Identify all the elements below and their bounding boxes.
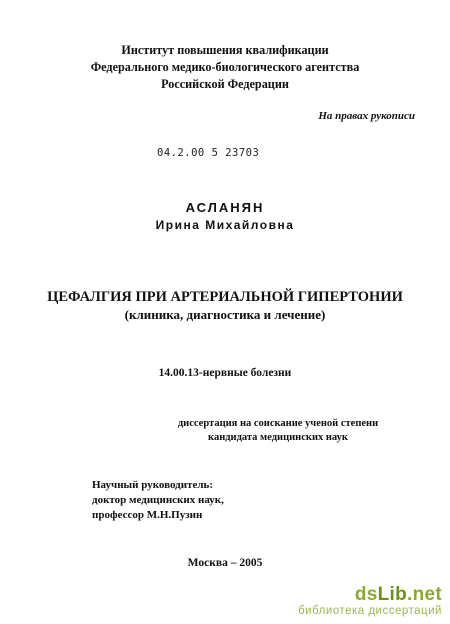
specialty-code: 14.00.13-нервные болезни	[158, 367, 292, 379]
degree-statement	[148, 417, 408, 445]
watermark-subtitle: библиотека диссертаций	[298, 605, 442, 617]
advisor-label: Научный руководитель:	[92, 479, 213, 491]
institute-line-3: Российской Федерации	[161, 77, 289, 91]
watermark-logo-suffix: .net	[407, 584, 442, 605]
author-surname: АСЛАНЯН	[185, 200, 265, 215]
institute-line-2: Федерального медико-биологического агентства	[90, 60, 360, 74]
degree-statement-line-1: диссертация на соискание ученой степени	[177, 418, 379, 429]
archive-code-stamp: 04.2.00 5 23703	[157, 147, 260, 159]
watermark-logo-prefix: ds	[354, 584, 378, 605]
manuscript-rights-note: На правах рукописи	[318, 110, 415, 122]
dissertation-subtitle: (клиника, диагностика и лечение)	[124, 307, 326, 322]
dissertation-title: ЦЕФАЛГИЯ ПРИ АРТЕРИАЛЬНОЙ ГИПЕРТОНИИ	[47, 289, 403, 305]
watermark-logo-lib: Lib	[377, 584, 408, 605]
author-name: Ирина Михайловна	[155, 218, 295, 232]
institute-line-1: Институт повышения квалификации	[121, 43, 329, 57]
degree-statement-line-2: кандидата медицинских наук	[208, 432, 348, 443]
dslib-watermark[interactable]	[298, 585, 442, 617]
advisor-degree: доктор медицинских наук,	[92, 494, 224, 506]
scientific-advisor-block	[92, 478, 224, 523]
watermark-logo	[298, 585, 442, 605]
advisor-name: профессор М.Н.Пузин	[92, 509, 203, 521]
city-year: Москва – 2005	[187, 557, 263, 569]
